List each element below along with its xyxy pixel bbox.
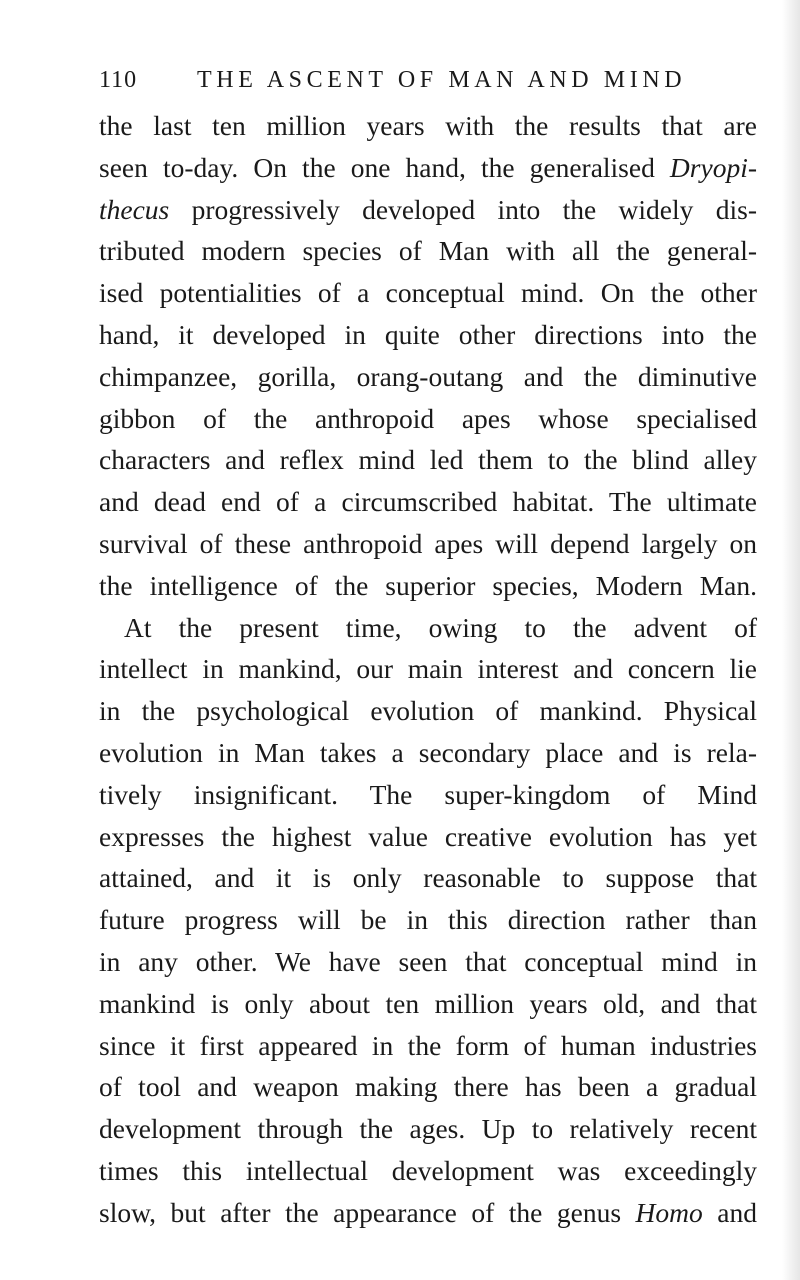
- text-line: hand, it developed in quite other directions into the: [99, 318, 757, 350]
- text-line: [99, 1192, 757, 1234]
- text-line: survival of these anthropoid apes will depend largely on: [99, 527, 757, 559]
- text-segment: progressively developed into the widely dis-: [169, 193, 757, 225]
- text-line: tributed modern species of Man with all the general-: [99, 235, 757, 267]
- text-line: tively insignificant. The super-kingdom of Mind: [99, 778, 757, 810]
- text-line: expresses the highest value creative evolution has yet: [99, 820, 757, 852]
- text-line: since it first appeared in the form of human industries: [99, 1029, 757, 1061]
- text-line: attained, and it is only reasonable to suppose that: [99, 862, 757, 894]
- page-edge-shadow: [782, 0, 800, 1280]
- text-line: times this intellectual development was exceedingly: [99, 1154, 757, 1186]
- text-line: the intelligence of the superior species, Modern Man.: [99, 569, 757, 601]
- text-line: the last ten million years with the results that are: [99, 110, 757, 141]
- text-line: in any other. We have seen that conceptual mind in: [99, 945, 757, 977]
- text-line: of tool and weapon making there has been a gradual: [99, 1071, 757, 1103]
- italic-term: thecus: [99, 193, 170, 225]
- body-text: [99, 105, 757, 1234]
- text-line: in the psychological evolution of mankind. Physical: [99, 695, 757, 727]
- text-line: At the present time, owing to the advent of: [124, 611, 757, 643]
- text-line: future progress will be in this direction rather than: [99, 904, 757, 936]
- page-number: 110: [99, 67, 138, 93]
- running-title: THE ASCENT OF MAN AND MIND: [197, 67, 687, 93]
- text-line: intellect in mankind, our main interest and concern lie: [99, 653, 757, 685]
- text-segment: and: [702, 1196, 757, 1228]
- text-line: characters and reflex mind led them to the blind alley: [99, 444, 757, 476]
- running-head: [99, 66, 687, 94]
- text-line: evolution in Man takes a secondary place and is rela-: [99, 736, 757, 768]
- text-line: ised potentialities of a conceptual mind. On the other: [99, 277, 757, 309]
- text-line: development through the ages. Up to relatively recent: [99, 1113, 757, 1145]
- text-line: [99, 189, 757, 231]
- italic-term: Dryopi-: [669, 151, 757, 183]
- text-line: mankind is only about ten million years old, and that: [99, 987, 757, 1019]
- text-line: chimpanzee, gorilla, orang-outang and the diminutive: [99, 360, 757, 392]
- text-line: gibbon of the anthropoid apes whose specialised: [99, 402, 757, 434]
- text-line: [99, 147, 757, 189]
- text-line: and dead end of a circumscribed habitat. The ultimate: [99, 486, 757, 518]
- text-segment: slow, but after the appearance of the genus: [99, 1196, 636, 1228]
- italic-term: Homo: [635, 1196, 703, 1228]
- text-segment: seen to-day. On the one hand, the generalised: [99, 151, 670, 183]
